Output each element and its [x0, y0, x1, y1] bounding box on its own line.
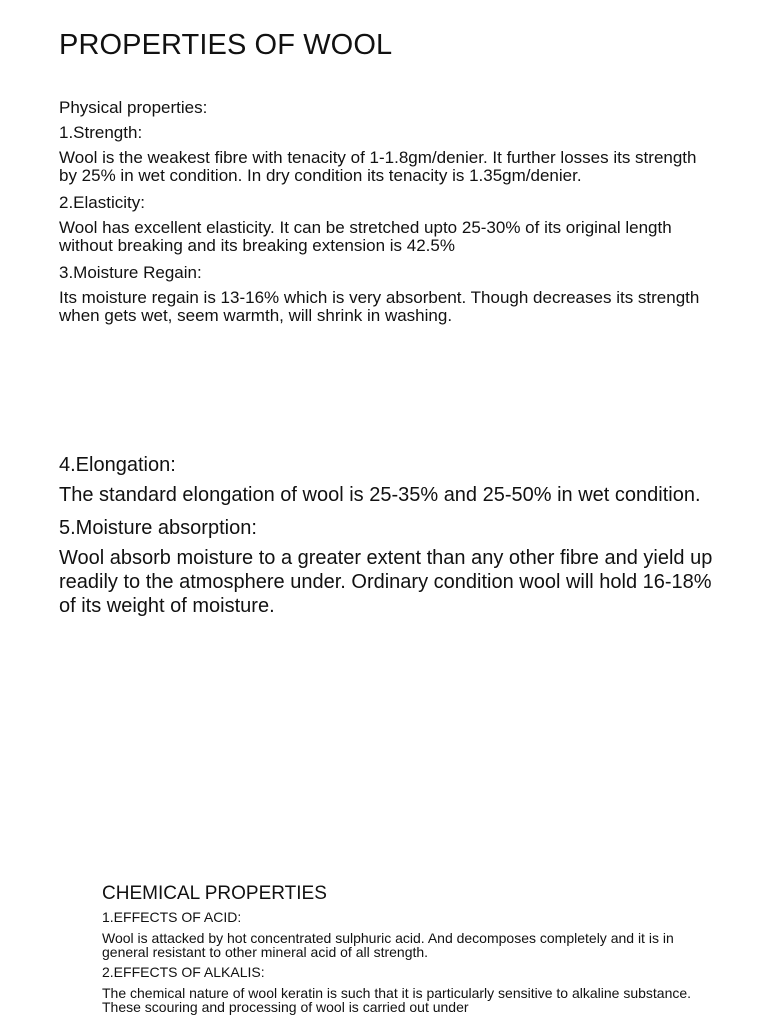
moisture-absorption-heading: 5.Moisture absorption: [59, 517, 257, 539]
elasticity-heading: 2.Elasticity: [59, 193, 145, 212]
slide-chemical-properties [0, 860, 768, 1024]
moisture-regain-text: Its moisture regain is 13-16% which is very absorbent. Though decreases its strength when gets wet, seem warmth, will shrink in washing. [59, 288, 700, 325]
moisture-regain-heading: 3.Moisture Regain: [59, 263, 202, 282]
effects-of-alkalis-heading: 2.EFFECTS OF ALKALIS: [102, 964, 265, 980]
chemical-properties-heading: CHEMICAL PROPERTIES [102, 883, 327, 904]
effects-of-acid-heading: 1.EFFECTS OF ACID: [102, 909, 242, 925]
moisture-absorption-text: Wool absorb moisture to a greater extent than any other fibre and yield up readily to the atmosphere under. Ordinary condition wool will hold 16-18% of its weight of moisture. [59, 547, 713, 617]
physical-properties-body [59, 99, 719, 334]
effects-of-alkalis-text: The chemical nature of wool keratin is such that it is particularly sensitive to alkaline substance. These scouring and processing of wool is carried out under [102, 985, 692, 1015]
strength-heading: 1.Strength: [59, 123, 143, 142]
chemical-properties-body [102, 882, 702, 1020]
effects-of-acid-text: Wool is attacked by hot concentrated sulphuric acid. And decomposes completely and it is in general resistant to other mineral acid of all strength. [102, 930, 674, 960]
page-title: PROPERTIES OF WOOL [59, 29, 393, 61]
elasticity-text: Wool has excellent elasticity. It can be stretched upto 25-30% of its original length without breaking and its breaking extension is 42.5% [59, 218, 672, 255]
elongation-absorption-body [59, 453, 731, 627]
elongation-heading: 4.Elongation: [59, 454, 176, 476]
strength-text: Wool is the weakest fibre with tenacity of 1-1.8gm/denier. It further losses its strength by 25% in wet condition. In dry condition its tenacity is 1.35gm/denier. [59, 148, 697, 185]
slide-elongation-absorption [0, 440, 768, 860]
physical-properties-heading: Physical properties: [59, 98, 208, 117]
slide-physical-properties [0, 0, 768, 440]
elongation-text: The standard elongation of wool is 25-35% and 25-50% in wet condition. [59, 484, 701, 506]
